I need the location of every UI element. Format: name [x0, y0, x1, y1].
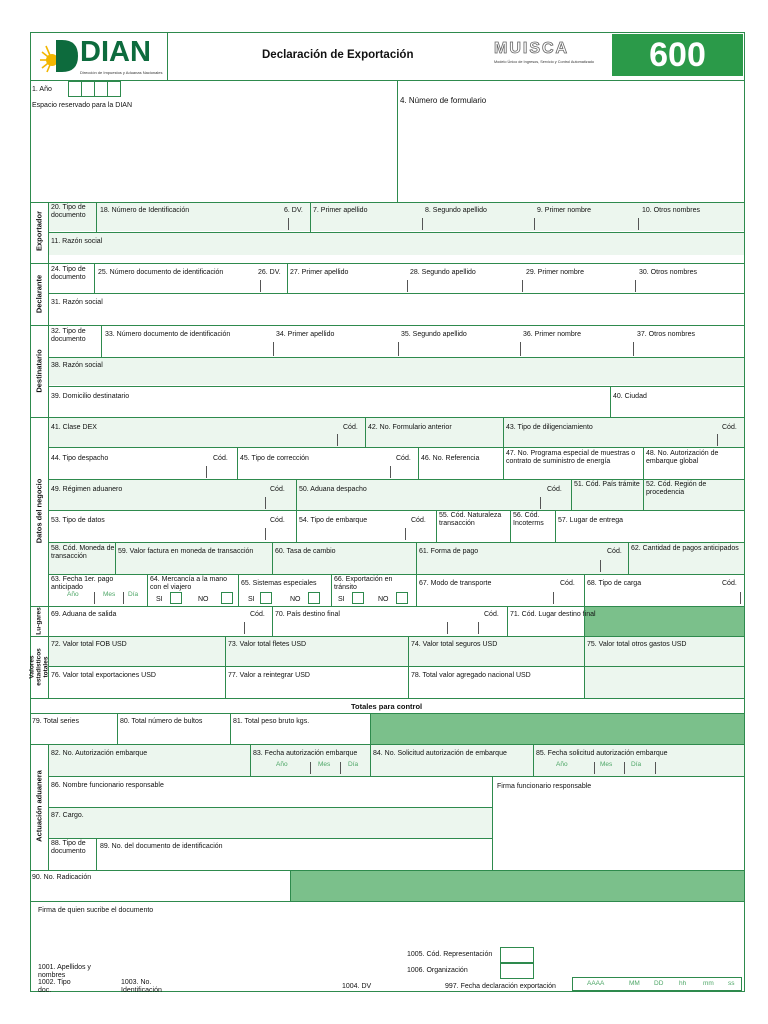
date-part-hour: hh	[679, 980, 687, 987]
date-part-month: MM	[629, 980, 640, 987]
field-45-label: 45. Tipo de corrección	[240, 455, 309, 462]
field-30-label: 30. Otros nombres	[639, 269, 697, 276]
form-number-badge: 600	[612, 34, 743, 76]
field-68-label: 68. Tipo de carga	[587, 580, 642, 587]
field-8-label: 8. Segundo apellido	[425, 207, 487, 214]
field-63-month: Mes	[103, 591, 116, 598]
field-53-label: 53. Tipo de datos	[51, 517, 105, 524]
destinatario-section-label: Destinatario	[34, 349, 44, 393]
date-part-year: AAAA	[587, 980, 605, 987]
field-1006-input[interactable]	[500, 963, 534, 979]
field-1005-label: 1005. Cód. Representación	[407, 951, 493, 958]
field-89-label: 89. No. del documento de identificación	[100, 843, 223, 850]
field-64-no: NO	[198, 596, 209, 603]
field-58-label: 58. Cód. Moneda de transacción	[51, 545, 115, 560]
declarante-section-label: Declarante	[34, 274, 44, 314]
field-83-label: 83. Fecha autorización embarque	[253, 750, 358, 757]
field-64-label: 64. Mercancía a la mano con el viajero	[150, 576, 228, 591]
field-90-label: 90. No. Radicación	[32, 874, 92, 881]
field-59-label: 59. Valor factura en moneda de transacción	[118, 548, 254, 555]
totales-title: Totales para control	[351, 702, 423, 711]
field-67-label: 67. Modo de transporte	[419, 580, 492, 587]
field-66-si-checkbox[interactable]	[352, 592, 364, 604]
field-49-label: 49. Régimen aduanero	[51, 486, 123, 493]
field-70-cod: Cód.	[484, 611, 499, 618]
field-84-label: 84. No. Solicitud autorización de embarque	[373, 750, 507, 757]
field-24-label: 24. Tipo de documento	[51, 266, 86, 281]
field-63-year: Año	[67, 591, 79, 598]
field-11-label: 11. Razón social	[51, 238, 103, 245]
muisca-subtitle: Modelo Único de Ingresos, Servicio y Control Automatizado	[494, 60, 595, 64]
field-10-label: 10. Otros nombres	[642, 207, 700, 214]
field-80-label: 80. Total número de bultos	[120, 718, 203, 725]
field-64-no-checkbox[interactable]	[221, 592, 233, 604]
valores-section-label: Valores estadísticos totales	[28, 648, 50, 686]
field-76-label: 76. Valor total exportaciones USD	[51, 672, 156, 679]
actuacion-section-label: Actuación aduanera	[34, 770, 44, 842]
form-title: Declaración de Exportación	[262, 49, 414, 61]
date-part-second: ss	[728, 980, 735, 987]
field-77-label: 77. Valor a reintegrar USD	[228, 672, 310, 679]
field-997-label: 997. Fecha declaración exportación	[445, 983, 556, 990]
firma-declarante-label: Firma de quien sucribe el documento	[38, 907, 154, 914]
field-38-label: 38. Razón social	[51, 362, 103, 369]
field-66-label: 66. Exportación en tránsito	[334, 576, 393, 591]
field-85-label: 85. Fecha solicitud autorización embarque	[536, 750, 668, 757]
field-71-label: 71. Cód. Lugar destino final	[510, 611, 596, 618]
field-72-label: 72. Valor total FOB USD	[51, 641, 127, 648]
field-66-no: NO	[378, 596, 389, 603]
field-43-label: 43. Tipo de diligenciamiento	[506, 424, 593, 431]
field-28-label: 28. Segundo apellido	[410, 269, 476, 276]
field-49-cod: Cód.	[270, 486, 285, 493]
field-69-label: 69. Aduana de salida	[51, 611, 117, 618]
field-57-label: 57. Lugar de entrega	[558, 517, 623, 524]
field-81-label: 81. Total peso bruto kgs.	[233, 718, 310, 725]
field-65-si: SI	[248, 596, 255, 603]
field-56-label: 56. Cód. Incoterms	[513, 512, 544, 527]
field-83-day: Día	[348, 761, 359, 768]
field-29-label: 29. Primer nombre	[526, 269, 584, 276]
field-65-no: NO	[290, 596, 301, 603]
field-69-cod: Cód.	[250, 611, 265, 618]
field-75-label: 75. Valor total otros gastos USD	[587, 641, 687, 648]
field-65-si-checkbox[interactable]	[260, 592, 272, 604]
field-997-datetime-input[interactable]	[572, 977, 742, 991]
field-78-label: 78. Total valor agregado nacional USD	[411, 672, 531, 679]
field-83-month: Mes	[318, 761, 331, 768]
field-27-label: 27. Primer apellido	[290, 269, 349, 276]
logo-text: DIAN	[80, 36, 151, 68]
field-55-label: 55. Cód. Naturaleza transacción	[439, 512, 502, 527]
field-63-day: Día	[128, 591, 139, 598]
field-36-label: 36. Primer nombre	[523, 331, 581, 338]
field-54-label: 54. Tipo de embarque	[299, 517, 368, 524]
field-61-cod: Cód.	[607, 548, 622, 555]
field-65-no-checkbox[interactable]	[308, 592, 320, 604]
field-68-cod: Cód.	[722, 580, 737, 587]
field-74-label: 74. Valor total seguros USD	[411, 641, 498, 648]
field-45-cod: Cód.	[396, 455, 411, 462]
field-44-label: 44. Tipo despacho	[51, 455, 109, 462]
field-41-cod: Cód.	[343, 424, 358, 431]
field-25-label: 25. Número documento de identificación	[98, 269, 224, 276]
field-33-label: 33. Número documento de identificación	[105, 331, 231, 338]
field-1-label: 1. Año	[32, 86, 52, 93]
field-31-label: 31. Razón social	[51, 299, 103, 306]
field-4-label: 4. Número de formulario	[400, 96, 487, 105]
field-53-cod: Cód.	[270, 517, 285, 524]
field-64-si: SI	[156, 596, 163, 603]
field-44-cod: Cód.	[213, 455, 228, 462]
field-52-label: 52. Cód. Región de procedencia	[646, 481, 707, 496]
field-1001-label: 1001. Apellidos y nombres	[38, 964, 91, 979]
field-85-day: Día	[631, 761, 642, 768]
field-66-no-checkbox[interactable]	[396, 592, 408, 604]
field-48-label: 48. No. Autorización de embarque global	[646, 450, 719, 465]
field-66-si: SI	[338, 596, 345, 603]
date-part-minute: mm	[703, 980, 714, 987]
field-47-label: 47. No. Programa especial de muestras o contrato de suministro de energía	[506, 450, 636, 465]
field-1006-label: 1006. Organización	[407, 967, 468, 974]
negocio-section-label: Datos del negocio	[34, 478, 44, 544]
field-73-label: 73. Valor total fletes USD	[228, 641, 307, 648]
field-85-month: Mes	[600, 761, 613, 768]
date-part-day: DD	[654, 980, 664, 987]
field-6-label: 6. DV.	[284, 207, 303, 214]
field-1005-input[interactable]	[500, 947, 534, 963]
field-18-label: 18. Número de Identificación	[100, 207, 190, 214]
lugares-section-label: Lu-gares	[35, 607, 43, 635]
field-34-label: 34. Primer apellido	[276, 331, 335, 338]
field-54-cod: Cód.	[411, 517, 426, 524]
field-50-label: 50. Aduana despacho	[299, 486, 367, 493]
field-51-label: 51. Cód. País trámite	[574, 481, 640, 488]
field-83-year: Año	[276, 761, 288, 768]
field-60-label: 60. Tasa de cambio	[275, 548, 336, 555]
field-42-label: 42. No. Formulario anterior	[368, 424, 452, 431]
field-37-label: 37. Otros nombres	[637, 331, 695, 338]
reserved-label: Espacio reservado para la DIAN	[32, 102, 132, 109]
field-79-label: 79. Total series	[32, 718, 79, 725]
field-40-label: 40. Ciudad	[613, 393, 647, 400]
field-26-label: 26. DV.	[258, 269, 281, 276]
field-43-cod: Cód.	[722, 424, 737, 431]
field-9-label: 9. Primer nombre	[537, 207, 592, 214]
field-65-label: 65. Sistemas especiales	[241, 580, 317, 587]
field-87-label: 87. Cargo.	[51, 812, 84, 819]
field-86-label: 86. Nombre funcionario responsable	[51, 782, 164, 789]
field-20-label: 20. Tipo de documento	[51, 204, 86, 219]
field-85-year: Año	[556, 761, 568, 768]
field-39-label: 39. Domicilio destinatario	[51, 393, 130, 400]
field-46-label: 46. No. Referencia	[421, 455, 480, 462]
field-64-si-checkbox[interactable]	[170, 592, 182, 604]
field-41-label: 41. Clase DEX	[51, 424, 97, 431]
field-67-cod: Cód.	[560, 580, 575, 587]
field-35-label: 35. Segundo apellido	[401, 331, 467, 338]
field-1003-label: 1003. No. Identificación	[121, 979, 162, 994]
logo-subtitle: Dirección de Impuestos y Aduanas Nacionales	[80, 70, 163, 75]
field-7-label: 7. Primer apellido	[313, 207, 368, 214]
exportador-section-label: Exportador	[34, 210, 44, 252]
field-82-label: 82. No. Autorización embarque	[51, 750, 148, 757]
field-61-label: 61. Forma de pago	[419, 548, 479, 555]
field-50-cod: Cód.	[547, 486, 562, 493]
firma-funcionario-label: Firma funcionario responsable	[497, 783, 592, 790]
field-63-label: 63. Fecha 1er. pago anticipado	[51, 576, 114, 591]
field-88-label: 88. Tipo de documento	[51, 840, 86, 855]
field-62-label: 62. Cantidad de pagos anticipados	[631, 545, 739, 552]
muisca-logo: MUISCA	[494, 40, 570, 57]
header-divider	[167, 32, 168, 80]
field-32-label: 32. Tipo de documento	[51, 328, 86, 343]
field-1004-label: 1004. DV	[342, 983, 372, 990]
field-70-label: 70. País destino final	[275, 611, 340, 618]
field-1002-label: 1002. Tipo doc.	[38, 979, 71, 994]
